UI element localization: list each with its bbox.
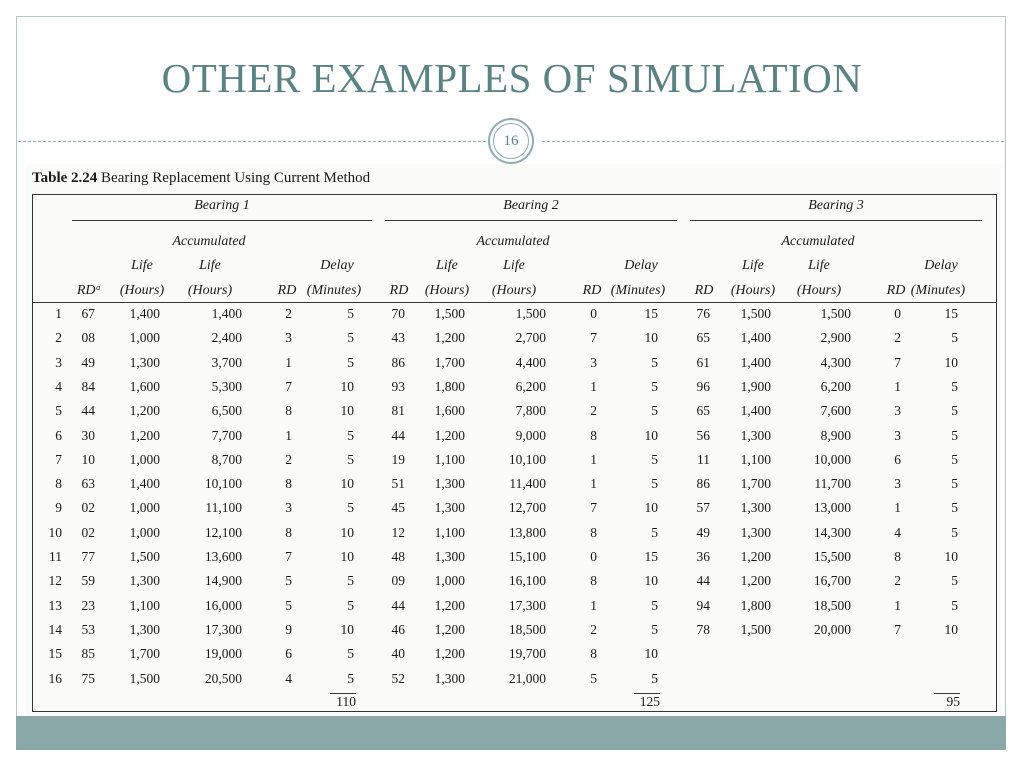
table-cell: 1,200: [129, 403, 160, 419]
row-number: 15: [48, 646, 62, 662]
table-cell: 6,500: [211, 403, 242, 419]
table-cell: 46: [391, 621, 405, 637]
table-cell: 6,200: [820, 378, 851, 394]
table-cell: 51: [391, 476, 405, 492]
table-caption: [32, 170, 370, 187]
table-cell: 5: [347, 646, 354, 662]
table-cell: 10: [644, 427, 658, 443]
table-cell: 36: [696, 549, 710, 564]
table-cell: 5: [651, 451, 658, 467]
table-cell: 7,600: [820, 403, 851, 419]
title-divider-right: [542, 141, 1004, 142]
table-cell: 02: [81, 500, 95, 516]
header-delay-minutes: (Minutes): [306, 283, 362, 298]
table-cell: 17,300: [508, 597, 546, 613]
header-accumulated-life: Life: [808, 258, 830, 273]
table-cell: 5: [951, 403, 958, 419]
table-cell: 19,700: [508, 646, 546, 662]
header-life-hours: (Hours): [424, 283, 470, 298]
table-cell: 10: [644, 573, 658, 589]
delay-total: 95: [934, 693, 960, 710]
table-cell: 5: [347, 354, 354, 370]
table-cell: 1,000: [434, 573, 465, 589]
table-cell: 2: [894, 330, 901, 346]
table-cell: 8: [894, 549, 901, 564]
table-cell: 09: [391, 573, 405, 589]
table-cell: 8: [590, 524, 597, 540]
table-cell: 96: [696, 378, 710, 394]
table-cell: 1,400: [740, 403, 771, 419]
table-cell: 1,700: [740, 476, 771, 492]
row-number: 10: [48, 524, 62, 540]
header-rd: RD: [694, 283, 714, 298]
table-cell: 59: [81, 573, 95, 589]
table-cell: 0: [894, 306, 901, 321]
table-cell: 3: [285, 500, 292, 516]
header-rd: RD: [886, 283, 906, 298]
table-cell: 1,200: [434, 621, 465, 637]
table-cell: 3: [285, 330, 292, 346]
table-cell: 13,800: [508, 524, 546, 540]
table-cell: 16,000: [204, 597, 242, 613]
table-cell: 1: [590, 378, 597, 394]
table-cell: 10,100: [204, 476, 242, 492]
table-cell: 5: [951, 573, 958, 589]
table-cell: 0: [590, 549, 597, 564]
table-cell: 1,400: [740, 354, 771, 370]
table-cell: 65: [696, 403, 710, 419]
table-cell: 14,300: [813, 524, 851, 540]
table-cell: 84: [81, 378, 95, 394]
table-cell: 1: [285, 354, 292, 370]
table-cell: 10: [340, 549, 354, 564]
header-delay: Delay: [924, 258, 958, 273]
table-cell: 1,300: [129, 573, 160, 589]
header-rule: [33, 302, 996, 303]
table-cell: 4,300: [820, 354, 851, 370]
header-rd: RD: [582, 283, 602, 298]
table-cell: 11,100: [205, 500, 242, 516]
header-accumulated-life: Life: [199, 258, 221, 273]
table-cell: 1,300: [740, 500, 771, 516]
table-cell: 3: [894, 476, 901, 492]
table-cell: 2: [285, 451, 292, 467]
table-cell: 2: [285, 306, 292, 321]
table-cell: 93: [391, 378, 405, 394]
table-cell: 7: [285, 378, 292, 394]
header-accumulated-hours: (Hours): [187, 283, 233, 298]
table-cell: 1,400: [211, 306, 242, 321]
table-cell: 1: [894, 597, 901, 613]
table-cell: 0: [590, 306, 597, 321]
header-accumulated-hours: (Hours): [491, 283, 537, 298]
group-title-bearing-3: Bearing 3: [808, 198, 864, 213]
table-cell: 4: [285, 670, 292, 686]
table-cell: 10: [644, 500, 658, 516]
table-cell: 8: [590, 646, 597, 662]
table-cell: 1,200: [740, 549, 771, 564]
table-cell: 5: [951, 451, 958, 467]
table-cell: 16,100: [508, 573, 546, 589]
header-delay-minutes: (Minutes): [910, 283, 966, 298]
header-life: Life: [436, 258, 458, 273]
table-cell: 44: [696, 573, 710, 589]
table-cell: 11,700: [814, 476, 851, 492]
table-cell: 44: [391, 597, 405, 613]
table-cell: 8: [285, 476, 292, 492]
table-cell: 1,300: [129, 354, 160, 370]
row-number: 1: [55, 306, 62, 321]
table-cell: 76: [696, 306, 710, 321]
table-cell: 1,300: [434, 549, 465, 564]
header-life-hours: (Hours): [730, 283, 776, 298]
table-cell: 10: [944, 354, 958, 370]
table-cell: 15: [644, 306, 658, 321]
table-cell: 1,500: [820, 306, 851, 321]
table-cell: 5: [347, 670, 354, 686]
table-cell: 1,100: [129, 597, 160, 613]
table-cell: 2: [590, 403, 597, 419]
table-cell: 11,400: [509, 476, 546, 492]
table-cell: 5: [651, 476, 658, 492]
table-cell: 1,500: [515, 306, 546, 321]
table-cell: 10,000: [813, 451, 851, 467]
table-cell: 5: [347, 500, 354, 516]
table-cell: 10: [340, 524, 354, 540]
row-number: 8: [55, 476, 62, 492]
table-cell: 5: [951, 330, 958, 346]
table-cell: 9: [285, 621, 292, 637]
table-cell: 5: [651, 670, 658, 686]
table-cell: 81: [391, 403, 405, 419]
table-cell: 78: [696, 621, 710, 637]
table-cell: 1,900: [740, 378, 771, 394]
table-cell: 61: [696, 354, 710, 370]
table-cell: 1,600: [129, 378, 160, 394]
row-number: 11: [49, 549, 62, 564]
table-cell: 5: [951, 500, 958, 516]
table-cell: 1: [894, 500, 901, 516]
table-cell: 5: [951, 427, 958, 443]
table-cell: 3: [894, 427, 901, 443]
table-cell: 5: [347, 427, 354, 443]
row-number: 3: [55, 354, 62, 370]
group-title-bearing-2: Bearing 2: [503, 198, 559, 213]
table-cell: 49: [81, 354, 95, 370]
table-cell: 1,400: [129, 306, 160, 321]
table-cell: 12,700: [508, 500, 546, 516]
delay-total: 110: [330, 693, 356, 710]
table-cell: 1: [894, 378, 901, 394]
row-number: 12: [48, 573, 62, 589]
table-cell: 1,400: [129, 476, 160, 492]
table-cell: 1,300: [434, 500, 465, 516]
table-cell: 3: [894, 403, 901, 419]
table-cell: 5: [347, 306, 354, 321]
table-cell: 86: [391, 354, 405, 370]
table-cell: 1,300: [740, 427, 771, 443]
group-rule: [72, 220, 372, 221]
table-caption-number: Table 2.24: [32, 170, 98, 186]
table-cell: 5: [285, 573, 292, 589]
table-cell: 15,500: [813, 549, 851, 564]
header-life-hours: (Hours): [119, 283, 165, 298]
table-cell: 70: [391, 306, 405, 321]
table-cell: 8: [590, 427, 597, 443]
header-rd: RD: [277, 283, 297, 298]
row-number: 5: [55, 403, 62, 419]
table-cell: 1,500: [740, 306, 771, 321]
table-cell: 1,700: [434, 354, 465, 370]
row-number: 14: [48, 621, 62, 637]
table-cell: 1,200: [740, 573, 771, 589]
table-cell: 7: [894, 621, 901, 637]
header-delay-minutes: (Minutes): [610, 283, 666, 298]
table-cell: 5: [347, 451, 354, 467]
group-title-bearing-1: Bearing 1: [194, 198, 250, 213]
table-cell: 5: [285, 597, 292, 613]
table-cell: 65: [696, 330, 710, 346]
group-rule: [385, 220, 677, 221]
row-number: 6: [55, 427, 62, 443]
table-cell: 5: [951, 524, 958, 540]
table-caption-text: Bearing Replacement Using Current Method: [101, 170, 371, 186]
table-cell: 5: [951, 378, 958, 394]
header-life: Life: [742, 258, 764, 273]
table-cell: 5: [651, 597, 658, 613]
table-cell: 3: [590, 354, 597, 370]
header-rd: RD: [389, 283, 409, 298]
table-cell: 85: [81, 646, 95, 662]
table-cell: 10: [340, 403, 354, 419]
table-cell: 1,100: [434, 451, 465, 467]
title-divider-left: [18, 141, 486, 142]
table-cell: 18,500: [813, 597, 851, 613]
table-cell: 49: [696, 524, 710, 540]
table-cell: 5: [651, 524, 658, 540]
table-cell: 1,300: [740, 524, 771, 540]
table-cell: 44: [391, 427, 405, 443]
table-cell: 1,100: [434, 524, 465, 540]
table-cell: 20,000: [813, 621, 851, 637]
table-cell: 6: [894, 451, 901, 467]
table-cell: 63: [81, 476, 95, 492]
table-cell: 02: [81, 524, 95, 540]
table-cell: 1,000: [129, 451, 160, 467]
table-cell: 1,700: [129, 646, 160, 662]
slide-number-badge: [488, 118, 534, 164]
table-cell: 1,800: [740, 597, 771, 613]
table-cell: 8: [590, 573, 597, 589]
table-cell: 67: [81, 306, 95, 321]
row-number: 16: [48, 670, 62, 686]
table-cell: 1: [590, 597, 597, 613]
group-rule: [690, 220, 982, 221]
table-cell: 5: [347, 597, 354, 613]
footer-bar: [16, 716, 1006, 750]
table-cell: 13,600: [204, 549, 242, 564]
table-cell: 1: [590, 451, 597, 467]
table-cell: 2: [590, 621, 597, 637]
table-cell: 18,500: [508, 621, 546, 637]
table-cell: 5,300: [211, 378, 242, 394]
slide-title: OTHER EXAMPLES OF SIMULATION: [161, 55, 863, 101]
table-cell: 1,600: [434, 403, 465, 419]
table-cell: 1,500: [740, 621, 771, 637]
table-cell: 1,500: [129, 549, 160, 564]
header-accumulated-hours: (Hours): [796, 283, 842, 298]
table-cell: 19,000: [204, 646, 242, 662]
row-number: 9: [55, 500, 62, 516]
table-cell: 7,800: [515, 403, 546, 419]
table-cell: 19: [391, 451, 405, 467]
table-cell: 1,400: [740, 330, 771, 346]
row-number: 7: [55, 451, 62, 467]
table-cell: 16,700: [813, 573, 851, 589]
header-delay: Delay: [624, 258, 658, 273]
table-cell: 08: [81, 330, 95, 346]
table-cell: 40: [391, 646, 405, 662]
table-cell: 2,900: [820, 330, 851, 346]
table-cell: 43: [391, 330, 405, 346]
table-cell: 15: [644, 549, 658, 564]
table-cell: 7: [285, 549, 292, 564]
table-cell: 56: [696, 427, 710, 443]
header-accumulated: Accumulated: [172, 234, 246, 249]
table-cell: 7: [590, 500, 597, 516]
table-cell: 4: [894, 524, 901, 540]
row-number: 13: [48, 597, 62, 613]
table-cell: 5: [951, 597, 958, 613]
table-cell: 1,000: [129, 330, 160, 346]
header-accumulated-life: Life: [503, 258, 525, 273]
table-cell: 7: [894, 354, 901, 370]
table-cell: 94: [696, 597, 710, 613]
table-cell: 9,000: [515, 427, 546, 443]
table-cell: 48: [391, 549, 405, 564]
table-cell: 5: [651, 378, 658, 394]
table-cell: 52: [391, 670, 405, 686]
table-cell: 21,000: [508, 670, 546, 686]
table-cell: 10: [944, 621, 958, 637]
table-cell: 1,200: [434, 330, 465, 346]
table-cell: 30: [81, 427, 95, 443]
table-cell: 10,100: [508, 451, 546, 467]
table-cell: 77: [81, 549, 95, 564]
table-cell: 2: [894, 573, 901, 589]
table-cell: 13,000: [813, 500, 851, 516]
table-cell: 75: [81, 670, 95, 686]
table-cell: 10: [644, 330, 658, 346]
header-accumulated: Accumulated: [476, 234, 550, 249]
table-cell: 10: [644, 646, 658, 662]
table-cell: 1,300: [434, 476, 465, 492]
row-number: 2: [55, 330, 62, 346]
table-cell: 3,700: [211, 354, 242, 370]
header-rd: RDᵃ: [76, 283, 102, 298]
table-cell: 8,900: [820, 427, 851, 443]
table-cell: 2,400: [211, 330, 242, 346]
table-cell: 17,300: [204, 621, 242, 637]
table-cell: 5: [951, 476, 958, 492]
table-cell: 7,700: [211, 427, 242, 443]
table-cell: 5: [651, 621, 658, 637]
row-number: 4: [55, 378, 62, 394]
table-cell: 20,500: [204, 670, 242, 686]
header-accumulated: Accumulated: [781, 234, 855, 249]
table-cell: 1,200: [434, 646, 465, 662]
table-cell: 45: [391, 500, 405, 516]
table-cell: 1,000: [129, 500, 160, 516]
table-cell: 1: [590, 476, 597, 492]
table-cell: 6,200: [515, 378, 546, 394]
table-cell: 7: [590, 330, 597, 346]
table-cell: 6: [285, 646, 292, 662]
table-cell: 1,300: [129, 621, 160, 637]
table-cell: 53: [81, 621, 95, 637]
table-cell: 10: [944, 549, 958, 564]
table-cell: 44: [81, 403, 95, 419]
table-cell: 8: [285, 524, 292, 540]
table-cell: 86: [696, 476, 710, 492]
table-cell: 10: [340, 476, 354, 492]
table-cell: 4,400: [515, 354, 546, 370]
table-cell: 12: [391, 524, 405, 540]
table-cell: 15: [944, 306, 958, 321]
table-cell: 1,300: [434, 670, 465, 686]
table-cell: 57: [696, 500, 710, 516]
table-cell: 10: [340, 378, 354, 394]
table-cell: 5: [590, 670, 597, 686]
table-cell: 11: [697, 451, 710, 467]
table-cell: 1,500: [129, 670, 160, 686]
table-cell: 10: [340, 621, 354, 637]
table-cell: 5: [347, 573, 354, 589]
table-cell: 1,800: [434, 378, 465, 394]
table-cell: 1,500: [434, 306, 465, 321]
delay-total: 125: [634, 693, 660, 710]
table-cell: 5: [651, 403, 658, 419]
table-cell: 1,200: [129, 427, 160, 443]
table-cell: 15,100: [508, 549, 546, 564]
table-cell: 12,100: [204, 524, 242, 540]
table-cell: 8: [285, 403, 292, 419]
table-cell: 1: [285, 427, 292, 443]
table-cell: 23: [81, 597, 95, 613]
table-cell: 1,100: [740, 451, 771, 467]
table-cell: 5: [347, 330, 354, 346]
table-cell: 5: [651, 354, 658, 370]
header-delay: Delay: [320, 258, 354, 273]
table-cell: 2,700: [515, 330, 546, 346]
table-cell: 8,700: [211, 451, 242, 467]
table-cell: 1,200: [434, 597, 465, 613]
table-cell: 1,200: [434, 427, 465, 443]
header-life: Life: [131, 258, 153, 273]
table-cell: 1,000: [129, 524, 160, 540]
slide-number: 16: [493, 123, 529, 159]
table-cell: 10: [81, 451, 95, 467]
table-cell: 14,900: [204, 573, 242, 589]
